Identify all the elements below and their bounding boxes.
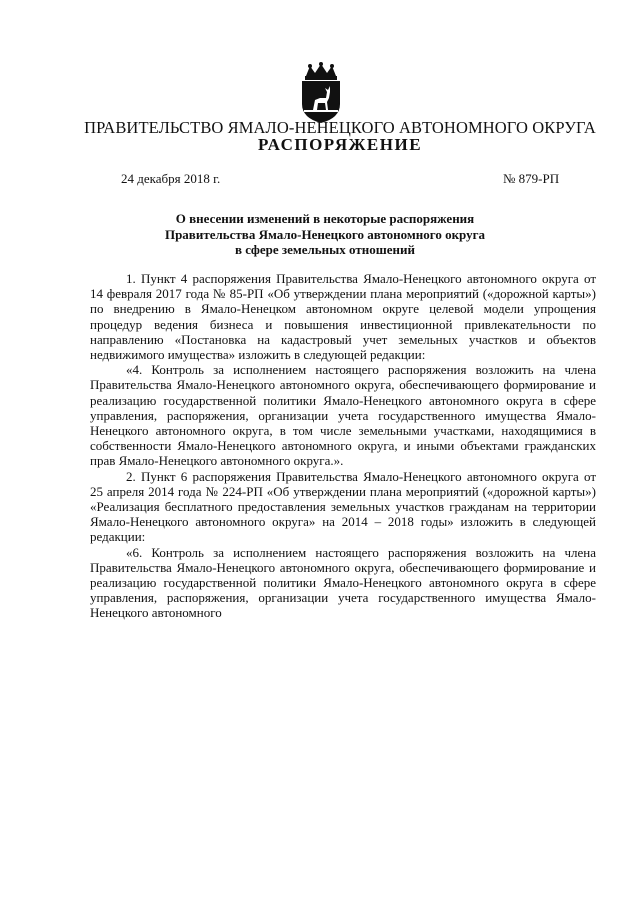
document-date: 24 декабря 2018 г. — [121, 171, 221, 186]
paragraph: 1. Пункт 4 распоряжения Правительства Ямало-Ненецкого автономного округа от 14 февраля 2017 года № 85-РП «Об утверждении плана мероприятий («дорожной карты») по внедрению в Ямало-Ненецком автономном округе целевой модели упрощения процедур ведения бизнеса и повышения инвестиционной привлекательности по направлению «Постановка на кадастровый учет земельных участков и объектов недвижимого имущества» изложить в следующей редакции: — [90, 271, 596, 363]
paragraph: «4. Контроль за исполнением настоящего распоряжения возложить на члена Правительства Ямало-Ненецкого автономного округа, обеспечивающего формирование и реализацию государственной политики Ямало-Ненецкого автономного округа в сфере управления, распоряжения, организации учета государственного имущества Ямало-Ненецкого автономного округа, в том числе земельными участками, находящимися в собственности Ямало-Ненецкого автономного округа, и иными объектами гражданских прав Ямало-Ненецкого автономного округа.». — [90, 362, 596, 469]
document-title — [150, 211, 500, 258]
paragraph: 2. Пункт 6 распоряжения Правительства Ямало-Ненецкого автономного округа от 25 апреля 2014 года № 224-РП «Об утверждении плана мероприятий («дорожной карты») «Реализация бесплатного предоставления земельных участков гражданам на территории Ямало-Ненецкого автономного округа» на 2014 – 2018 годы» изложить в следующей редакции: — [90, 468, 596, 545]
coat-of-arms-emblem — [296, 62, 346, 124]
title-line: О внесении изменений в некоторые распоряжения — [175, 211, 475, 226]
paragraph: «6. Контроль за исполнением настоящего распоряжения возложить на члена Правительства Ямало-Ненецкого автономного округа, обеспечивающего формирование и реализацию государственной политики Ямало-Ненецкого автономного округа в сфере управления, распоряжения, организации учета государственного имущества Ямало-Ненецкого автономного — [90, 544, 596, 621]
document-type: РАСПОРЯЖЕНИЕ — [257, 135, 423, 154]
document-number: № 879-РП — [503, 171, 560, 186]
government-name: ПРАВИТЕЛЬСТВО ЯМАЛО-НЕНЕЦКОГО АВТОНОМНОГО ОКРУГА — [84, 118, 596, 137]
title-line: в сфере земельных отношений — [235, 242, 415, 257]
document-body — [90, 271, 596, 621]
title-line: Правительства Ямало-Ненецкого автономного округа — [164, 226, 486, 242]
